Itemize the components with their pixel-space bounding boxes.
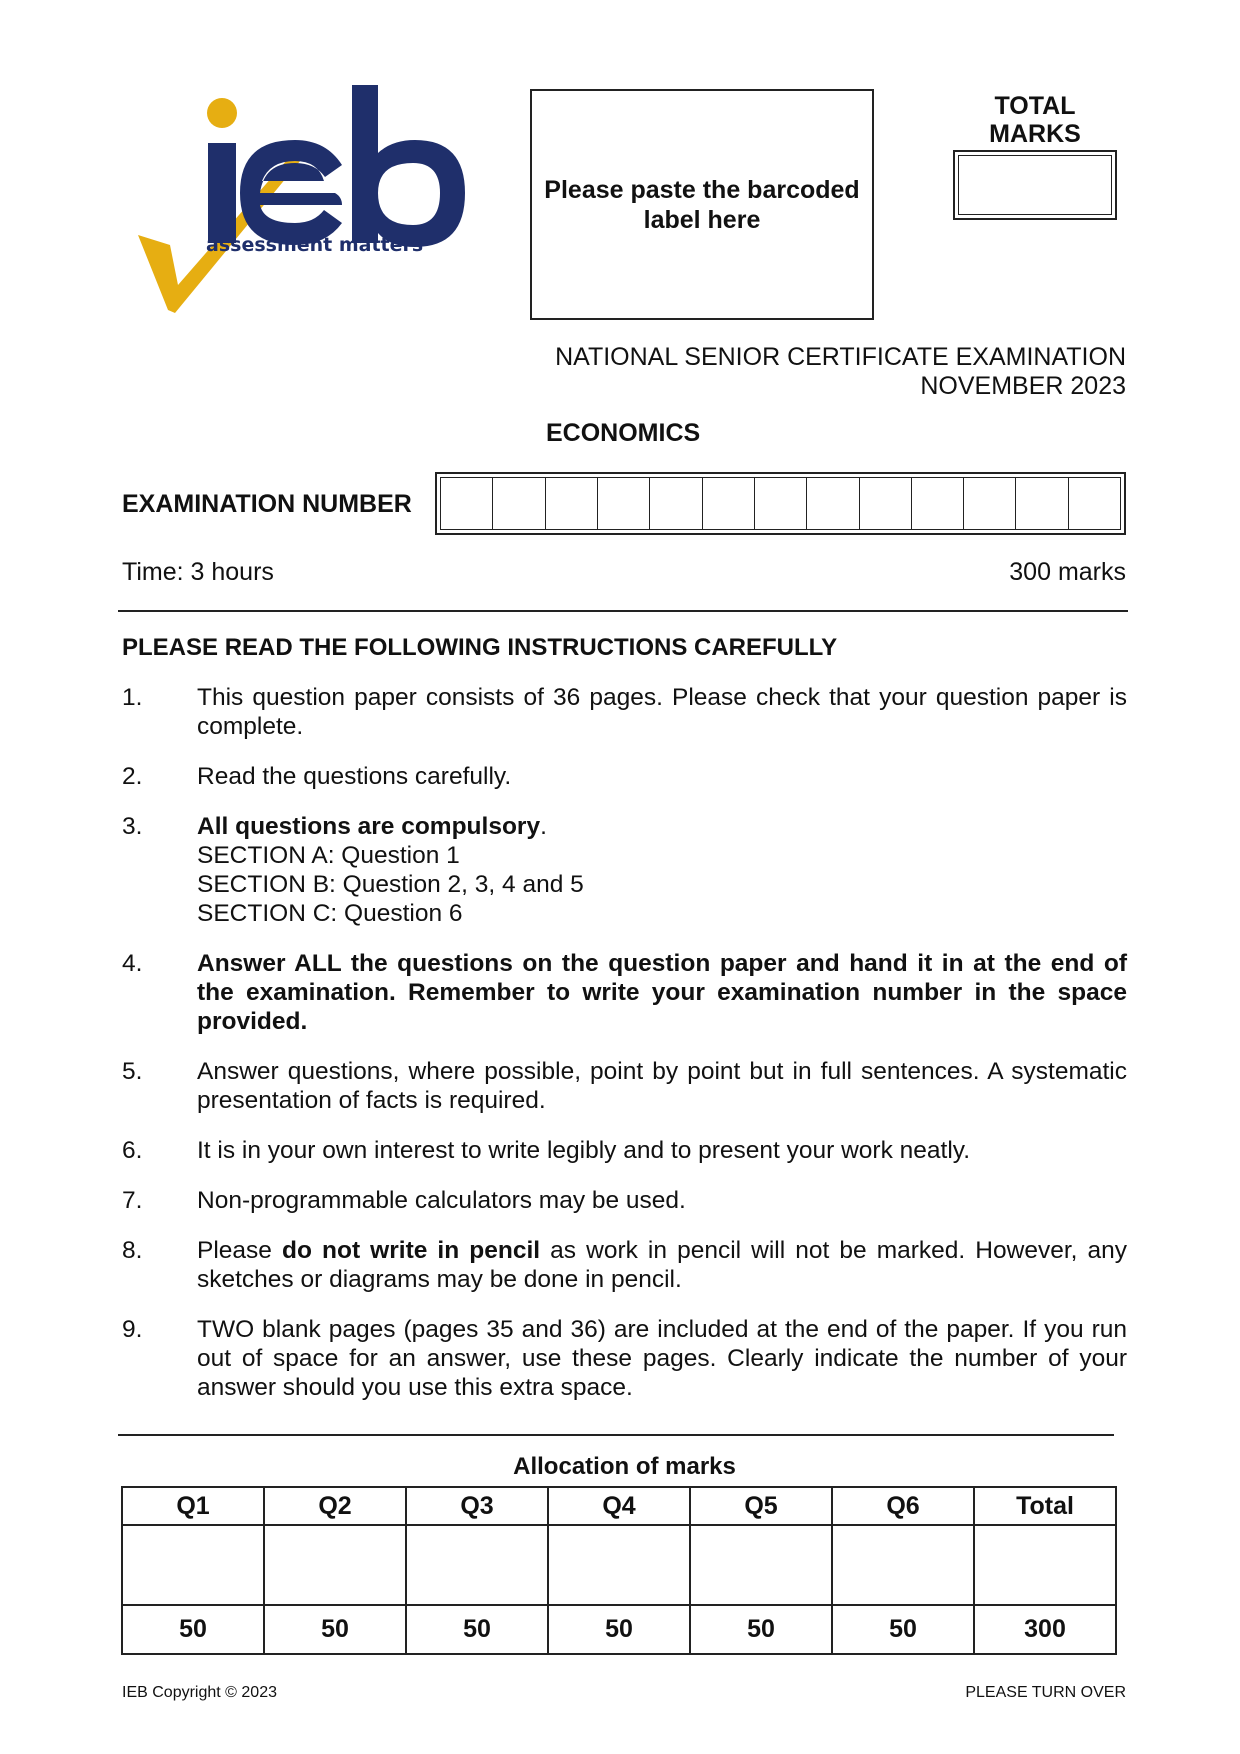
allocation-title: Allocation of marks [513, 1453, 736, 1480]
instruction-text: Non-programmable calculators may be used. [197, 1187, 686, 1214]
instruction-text [197, 683, 1127, 741]
exam-title [540, 343, 1126, 401]
instruction-number: 3. [122, 813, 143, 840]
time-allowed: Time: 3 hours [122, 558, 274, 586]
logo-b [352, 85, 465, 247]
total-marks-label: TOTAL MARKS [989, 92, 1081, 148]
instruction-item [122, 683, 1127, 741]
allocation-score-cell[interactable] [264, 1525, 406, 1605]
instruction-item [122, 1315, 1127, 1402]
instruction-item [122, 812, 1127, 928]
exam-number-cell[interactable] [440, 477, 493, 530]
instructions-list [122, 683, 1127, 1423]
instruction-number: 5. [122, 1058, 143, 1085]
footer-copyright: IEB Copyright © 2023 [122, 1684, 277, 1701]
allocation-header-row [122, 1487, 1116, 1525]
instruction-item [122, 1236, 1127, 1294]
instruction-text: Read the questions carefully. [197, 763, 512, 790]
allocation-header: Total [974, 1487, 1116, 1525]
exam-number-cell[interactable] [1016, 477, 1068, 530]
exam-number-cell[interactable] [912, 477, 964, 530]
divider [118, 1434, 1114, 1436]
allocation-max-row [122, 1605, 1116, 1654]
exam-number-cell[interactable] [755, 477, 807, 530]
instruction-text [197, 812, 1127, 928]
instruction-number: 8. [122, 1237, 143, 1264]
allocation-header: Q2 [264, 1487, 406, 1525]
allocation-max-value: 300 [974, 1605, 1116, 1654]
allocation-table [121, 1486, 1117, 1655]
divider [118, 610, 1128, 612]
logo-tagline: assessment matters [206, 234, 424, 256]
instruction-text [197, 949, 1127, 1036]
allocation-header: Q3 [406, 1487, 548, 1525]
instructions-heading: PLEASE READ THE FOLLOWING INSTRUCTIONS CAREFULLY [122, 634, 838, 661]
allocation-score-cell[interactable] [548, 1525, 690, 1605]
exam-number-cell[interactable] [807, 477, 859, 530]
logo-i-stem [208, 143, 236, 243]
instruction-text [197, 1186, 1127, 1215]
allocation-header: Q1 [122, 1487, 264, 1525]
exam-number-cell[interactable] [546, 477, 598, 530]
allocation-max-value: 50 [264, 1605, 406, 1654]
section-line: SECTION C: Question 6 [197, 900, 463, 927]
allocation-score-cell[interactable] [832, 1525, 974, 1605]
instruction-after: as work in pencil will not be marked. However, any sketches or diagrams may be done in pencil. [197, 1237, 1128, 1293]
instruction-bold: Answer ALL the questions on the question paper and hand it in at the end of the examination. Remember to write your examination number in the space provided. [197, 950, 1127, 1035]
logo-e [240, 140, 342, 245]
allocation-max-value: 50 [832, 1605, 974, 1654]
instruction-text: It is in your own interest to write legibly and to present your work neatly. [197, 1137, 971, 1164]
allocation-header: Q4 [548, 1487, 690, 1525]
instruction-bold: do not write in pencil [282, 1237, 541, 1264]
instruction-number: 4. [122, 950, 143, 977]
instruction-number: 2. [122, 763, 143, 790]
exam-number-cell[interactable] [703, 477, 755, 530]
instruction-text: TWO blank pages (pages 35 and 36) are included at the end of the paper. If you run out of space for an answer, use these pages. Clearly indicate the number of your answer should you use this extra space. [197, 1316, 1127, 1401]
exam-number-cell[interactable] [964, 477, 1016, 530]
exam-number-cell[interactable] [650, 477, 702, 530]
instruction-item [122, 1136, 1127, 1165]
instruction-number: 1. [122, 684, 143, 711]
instruction-number: 6. [122, 1137, 143, 1164]
logo-i-dot [207, 98, 237, 128]
exam-number-cell[interactable] [598, 477, 650, 530]
instruction-bold: All questions are compulsory [197, 813, 541, 840]
total-marks-value: 300 marks [1009, 558, 1126, 586]
ieb-logo [130, 85, 480, 325]
instruction-item [122, 762, 1127, 791]
exam-number-cell[interactable] [860, 477, 912, 530]
exam-number-label: EXAMINATION NUMBER [122, 490, 412, 518]
allocation-max-value: 50 [122, 1605, 264, 1654]
instruction-after: . [540, 813, 547, 840]
total-marks-box[interactable] [953, 150, 1117, 220]
barcode-box-text: Please paste the barcoded label here [544, 175, 860, 234]
allocation-score-cell[interactable] [690, 1525, 832, 1605]
subject-heading: ECONOMICS [546, 419, 701, 447]
exam-number-cell[interactable] [1069, 477, 1121, 530]
instruction-number: 7. [122, 1187, 143, 1214]
allocation-score-cell[interactable] [974, 1525, 1116, 1605]
instruction-item [122, 1057, 1127, 1115]
allocation-max-value: 50 [406, 1605, 548, 1654]
footer-turn-over: PLEASE TURN OVER [965, 1684, 1126, 1701]
instruction-number: 9. [122, 1316, 143, 1343]
instruction-text [197, 1236, 1127, 1294]
instruction-text [197, 1057, 1127, 1115]
instruction-text [197, 1136, 1127, 1165]
instruction-text [197, 1315, 1127, 1402]
barcode-label-box [530, 89, 874, 320]
instruction-text: Answer questions, where possible, point by point but in full sentences. A systematic presentation of facts is required. [197, 1058, 1127, 1114]
section-line: SECTION A: Question 1 [197, 842, 460, 869]
allocation-max-value: 50 [548, 1605, 690, 1654]
exam-title-line2: NOVEMBER 2023 [920, 372, 1126, 400]
allocation-score-cell[interactable] [406, 1525, 548, 1605]
section-line: SECTION B: Question 2, 3, 4 and 5 [197, 871, 584, 898]
exam-number-grid[interactable] [435, 472, 1126, 535]
allocation-max-value: 50 [690, 1605, 832, 1654]
allocation-header: Q6 [832, 1487, 974, 1525]
instruction-before: Please [197, 1237, 282, 1264]
instruction-text: This question paper consists of 36 pages. Please check that your question paper is complete. [197, 684, 1127, 740]
instruction-item [122, 1186, 1127, 1215]
allocation-header: Q5 [690, 1487, 832, 1525]
instruction-text [197, 762, 1127, 791]
allocation-score-cell[interactable] [122, 1525, 264, 1605]
allocation-entry-row [122, 1525, 1116, 1605]
exam-title-line1: NATIONAL SENIOR CERTIFICATE EXAMINATION [555, 343, 1126, 371]
exam-number-cell[interactable] [493, 477, 545, 530]
instruction-item [122, 949, 1127, 1036]
